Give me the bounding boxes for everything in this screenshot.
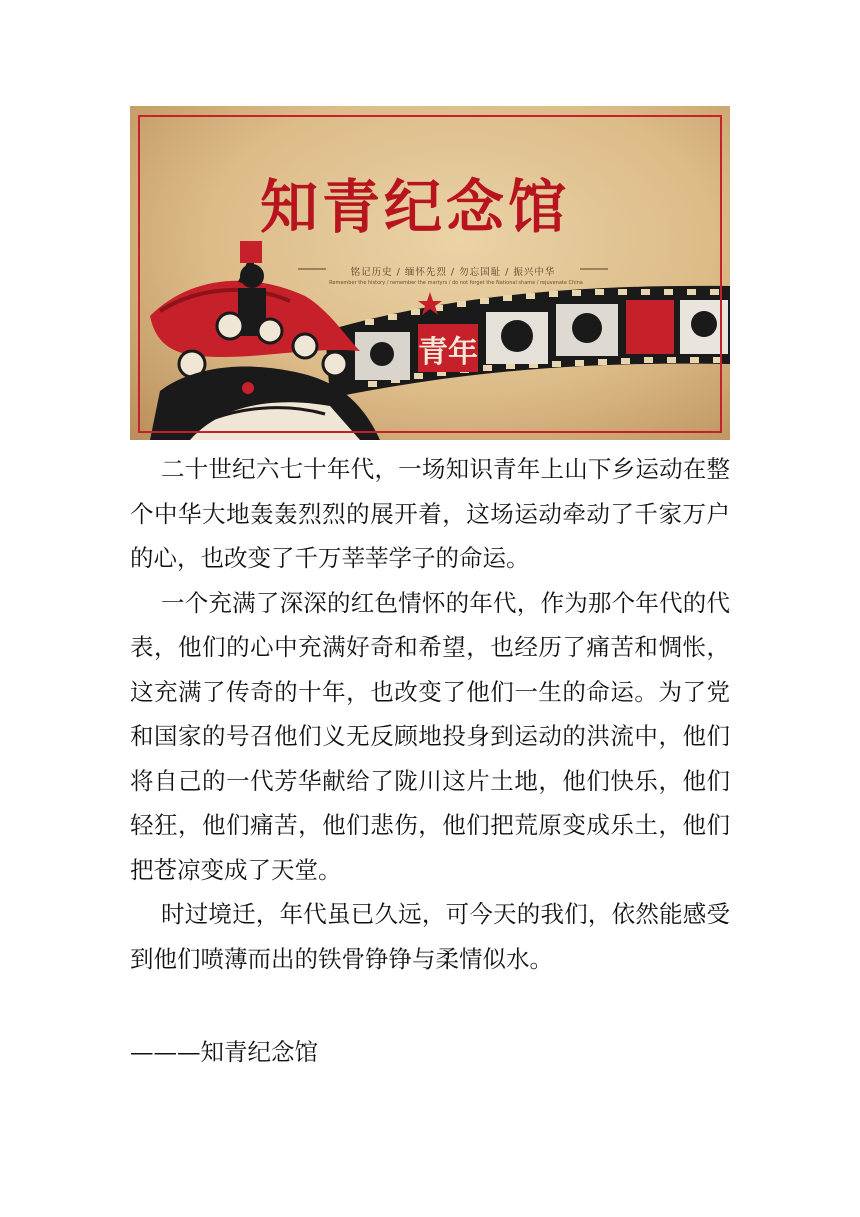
paragraph: 时过境迁，年代虽已久远，可今天的我们，依然能感受到他们喷薄而出的铁骨铮铮与柔情似水。: [130, 900, 730, 973]
signature: ———知青纪念馆: [130, 1038, 318, 1066]
paragraph: 二十世纪六七十年代，一场知识青年上山下乡运动在整个中华大地轰轰烈烈的展开着，这场运动牵动了千家万户的心，也改变了千万莘莘学子的命运。: [130, 455, 730, 572]
banner-subtitle-en: Remember the history / remember the martyrs / do not forget the National shame / rejuvenate China: [329, 280, 583, 286]
banner-title: 知青纪念馆: [260, 173, 571, 241]
banner-image: [130, 106, 730, 440]
film-glyph: 青年: [418, 335, 478, 370]
paragraph: 一个充满了深深的红色情怀的年代，作为那个年代的代表，他们的心中充满好奇和希望，也经历了痛苦和惆怅，这充满了传奇的十年，也改变了他们一生的命运。为了党和国家的号召他们义无反顾地投身到运动的洪流中，他们将自己的一代芳华献给了陇川这片土地，他们快乐，他们轻狂，他们痛苦，他们悲伤，他们把荒原变成乐土，他们把苍凉变成了天堂。: [130, 588, 730, 884]
article-body: [130, 447, 730, 981]
banner-subtitle: 铭记历史 / 缅怀先烈 / 勿忘国耻 / 振兴中华: [350, 267, 556, 278]
